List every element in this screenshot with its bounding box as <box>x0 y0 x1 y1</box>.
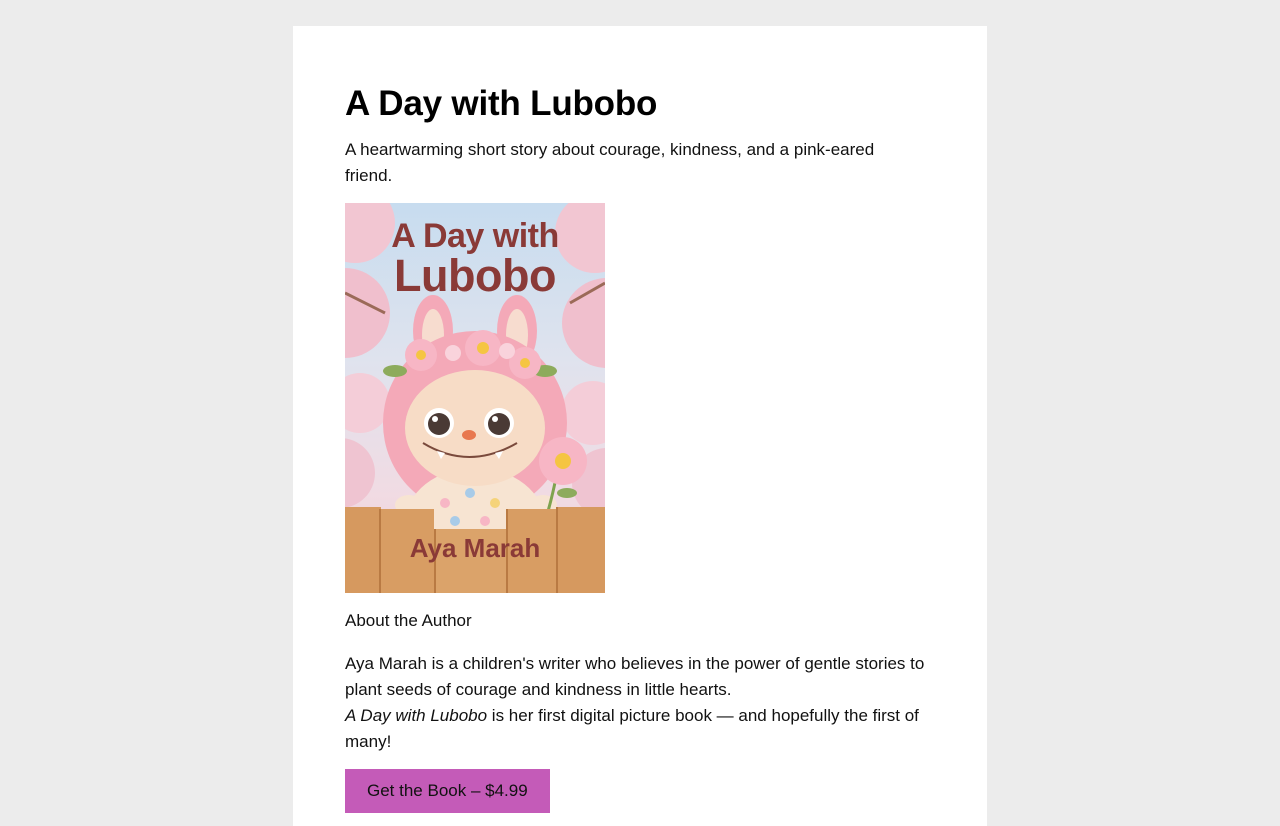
author-bio-line-1: Aya Marah is a children's writer who believes in the power of gentle stories to plant seeds of courage and kindness in little hearts. <box>345 654 925 699</box>
page-tagline: A heartwarming short story about courage, kindness, and a pink-eared friend. <box>345 140 875 185</box>
author-bio <box>345 651 935 755</box>
book-cover-image <box>345 203 605 593</box>
about-author-heading: About the Author <box>345 611 472 630</box>
get-the-book-button[interactable]: Get the Book – $4.99 <box>345 769 550 813</box>
cover-title-line-1: A Day with <box>391 217 559 255</box>
page-title: A Day with Lubobo <box>345 84 658 123</box>
book-title-italic: A Day with Lubobo <box>345 706 488 725</box>
content-card <box>293 26 987 826</box>
cover-author-name: Aya Marah <box>409 533 541 563</box>
cover-title-line-2: Lubobo <box>394 250 556 301</box>
author-bio-line-2: is her first digital picture book — and hopefully the first of many! <box>345 706 919 751</box>
